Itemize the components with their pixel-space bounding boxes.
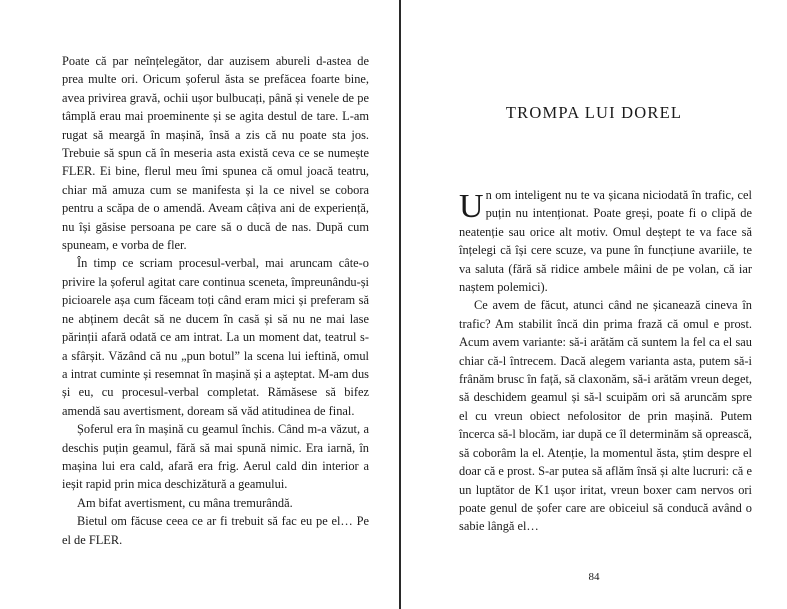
page-number: 84 [588, 571, 600, 583]
right-paragraph-1-text: n om inteligent nu te va șicana niciodată în trafic, cel puțin nu intenționat. Poate greși, poate fi o clipă de neatenție sau orice alt motiv. Omul deștept te va face să înțelegi că își cere scuze, va pune în funcțiune avariile, te va saluta (fără să ridice ambele mâini de pe volan, că iar naștem polemici). [459, 188, 752, 295]
left-paragraph-5: Bietul om făcuse ceea ce ar fi trebuit să fac eu pe el… Pe el de FLER. [62, 514, 369, 547]
left-paragraph-2: În timp ce scriam procesul-verbal, mai aruncam câte-o privire la șoferul agitat care continua sceneta, împreunându-și picioarele așa cum făceam toți când eram mici și preferam să ne abținem decât să ne ducem în casă și să nu ne mai lase părinții afară odată ce am intrat. La un moment dat, teatrul s-a sfârșit. Văzând că nu „pun botul” la scena lui ieftină, omul a intrat cuminte și resemnat în mașină și a așteptat. M-am dus și eu, cu procesul-verbal completat. Rămăsese să bifez amendă sau avertisment, doream să văd atitudinea de final. [62, 256, 369, 418]
right-page [401, 0, 787, 609]
drop-cap: U [459, 188, 484, 225]
right-paragraph-2: Ce avem de făcut, atunci când ne șicanează cineva în trafic? Am stabilit încă din prima frază că omul e prost. Acum avem variante: să-i arătăm că suntem la fel ca el sau chiar că-l întrecem. Dacă alegem varianta asta, putem să-i frânăm brusc în față, să claxonăm, să-i arătăm vreun deget, să deschidem geamul și să-l scuipăm ori să aruncăm spre el cu vreun obiect nefolositor de prin mașină. Putem încerca să-l blocăm, iar după ce îl determinăm să oprească, să coborâm la el. Atenție, la momentul ăsta, știm despre el doar că e prost. S-ar putea să aflăm însă și alte lucruri: că e un luptător de K1 ușor iritat, vreun boxer cam nervos ori poate genul de șofer care are obiceiul să conducă având o sabie lângă el… [459, 298, 752, 534]
left-page-text [62, 52, 369, 549]
right-paragraph-1 [459, 186, 752, 296]
right-page-text [459, 186, 752, 536]
chapter-title: TROMPA LUI DOREL [505, 103, 683, 122]
left-paragraph-1: Poate că par neînțelegător, dar auzisem abureli d-astea de prea multe ori. Oricum șoferul ăsta se prefăcea foarte bine, avea privirea gravă, ochii ușor bulbucați, până și venele de pe tâmplă erau mai proeminente și se agita destul de tare. L-am rugat să meargă în mașină, însă a zis că nu poate sta jos. Trebuie să spun că în meseria asta există ceva ce se numește FLER. Ei bine, flerul meu îmi spunea că omul joacă teatru, chiar mă amuza cum se manifesta și la ce nivel se cobora pentru a scăpa de o amendă. Aveam câțiva ani de experiență, nu își găsise persoana pe care să o ducă de nas. După cum spuneam, e vorba de fler. [62, 54, 369, 253]
left-paragraph-3: Șoferul era în mașină cu geamul închis. Când m-a văzut, a deschis puțin geamul, fără să mai spună nimic. Era iarnă, în mașina lui era cald, afară era frig. Aerul cald din interior a ieșit rapid prin mica deschizătură a geamului. [62, 422, 369, 492]
left-paragraph-4: Am bifat avertisment, cu mâna tremurândă. [77, 495, 293, 510]
